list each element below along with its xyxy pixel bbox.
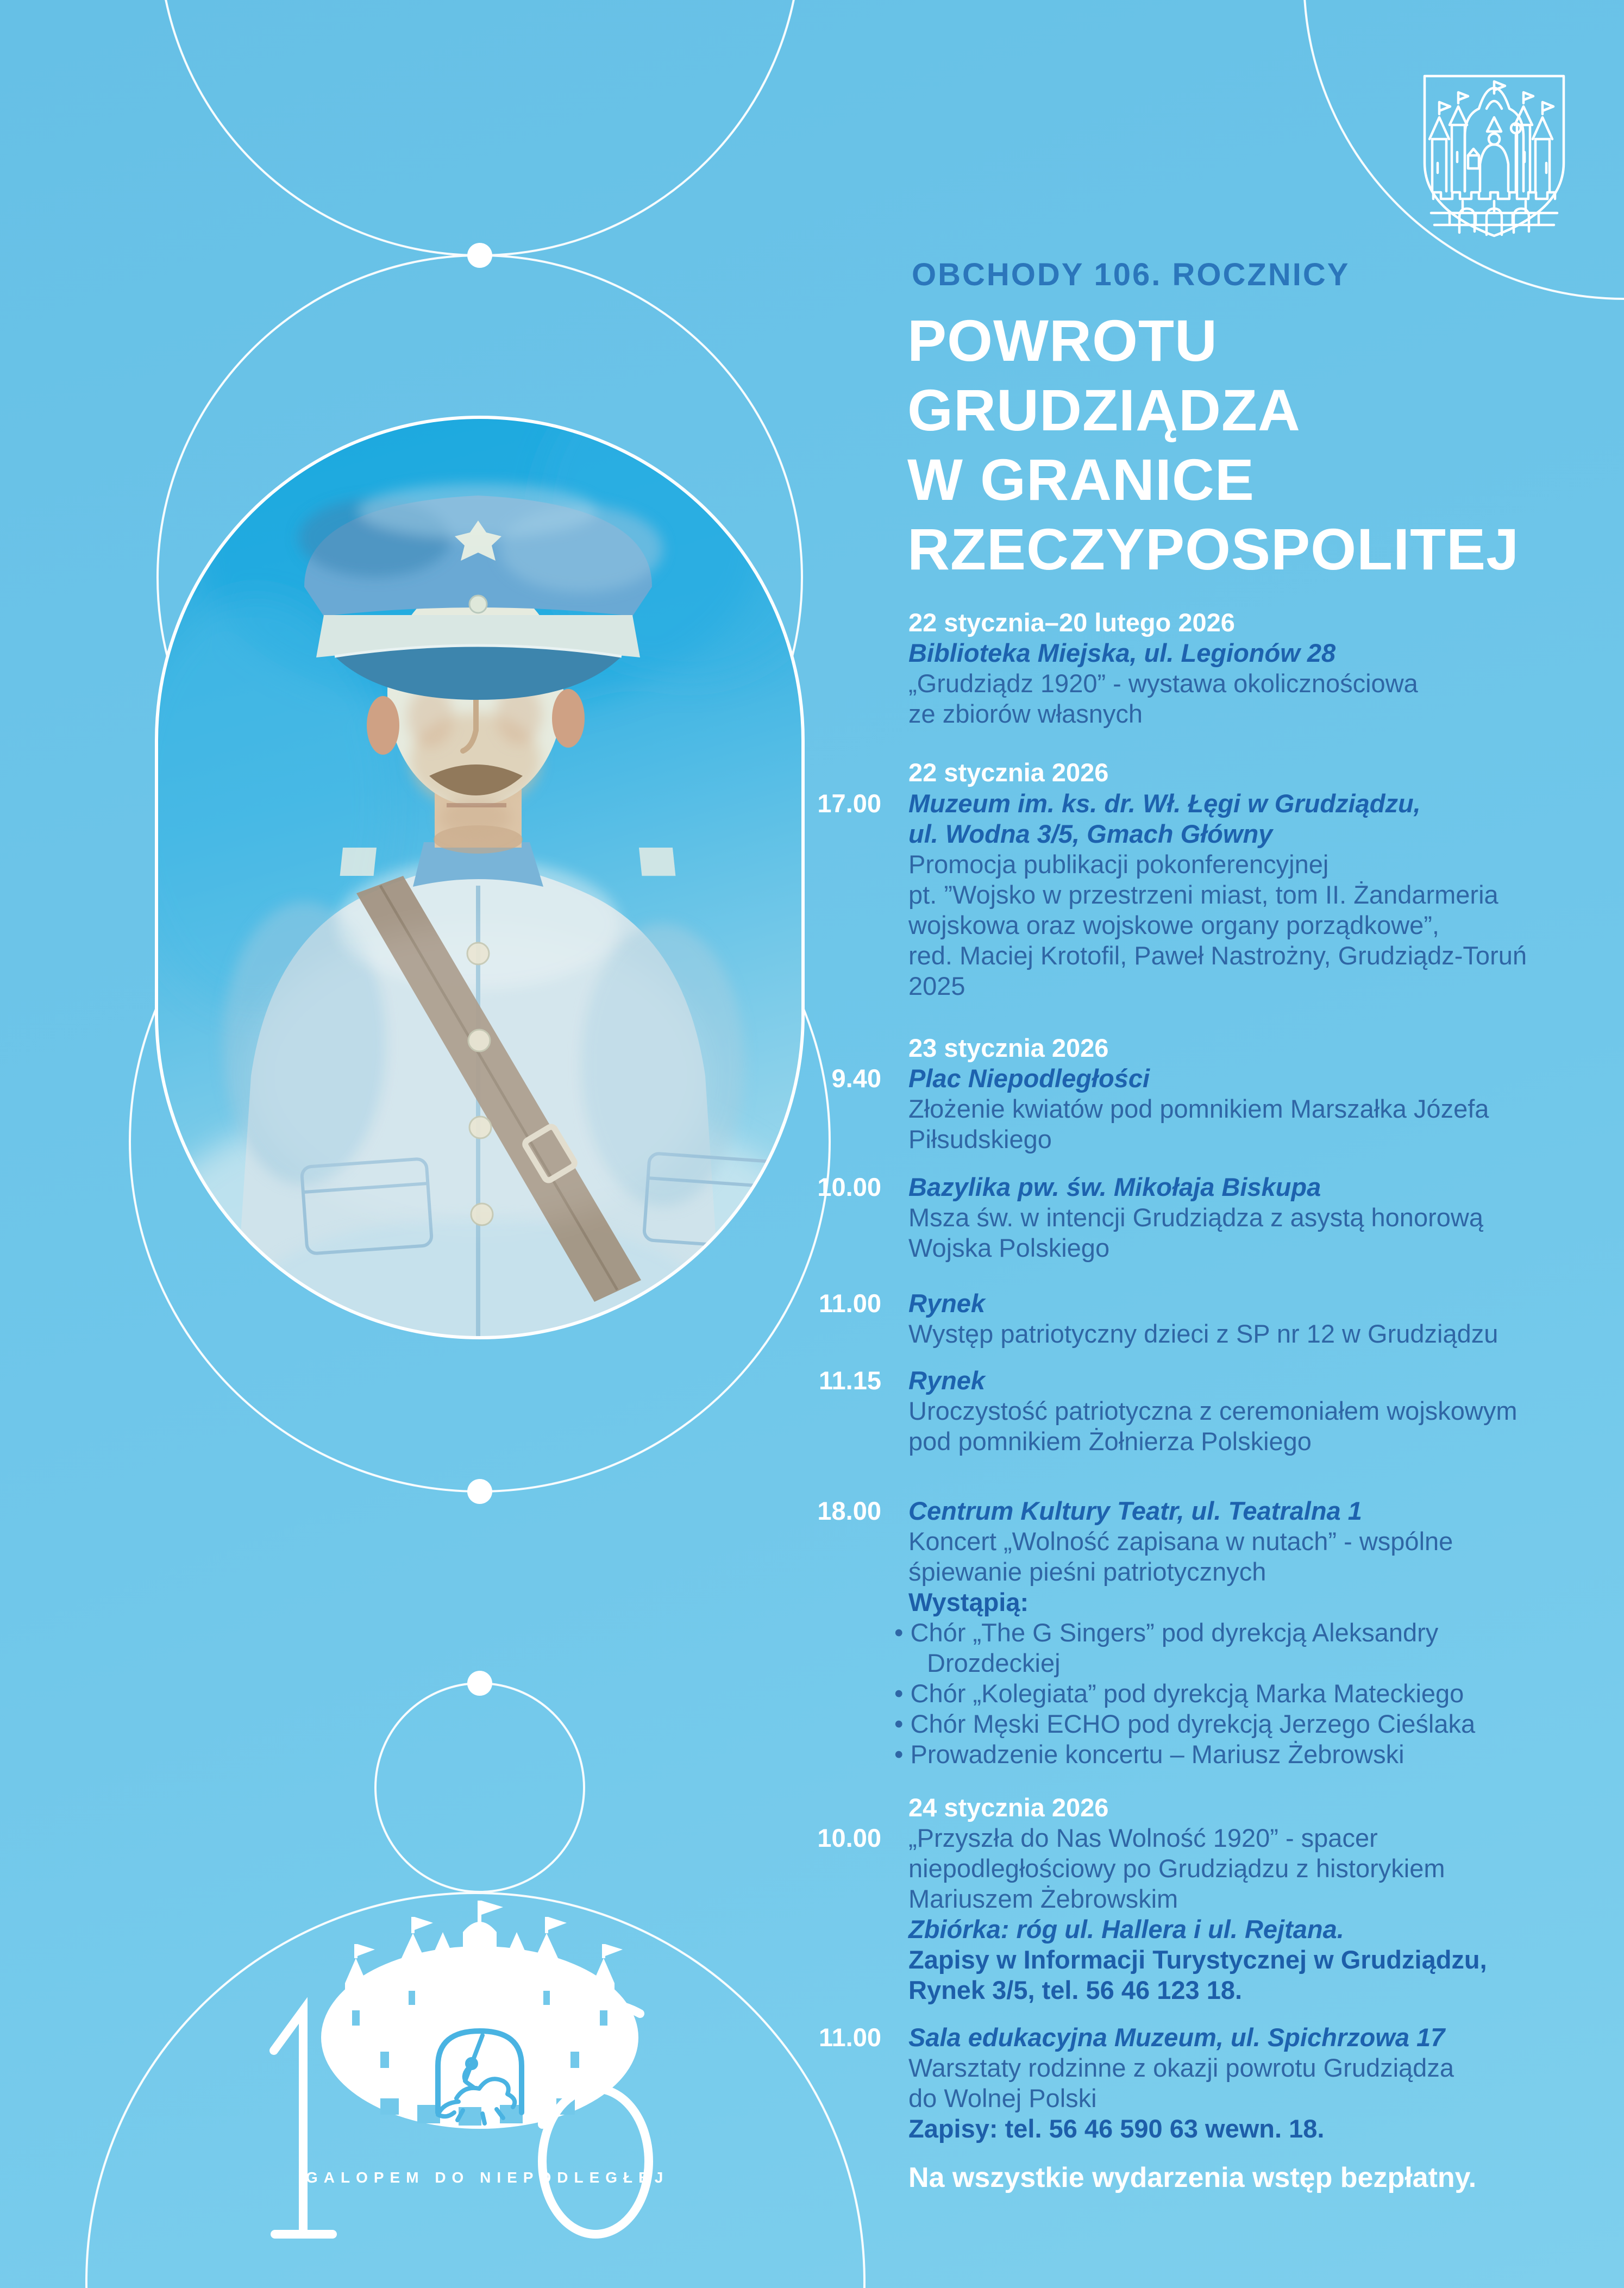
performer-item: • Chór „Kolegiata” pod dyrekcją Marka Mateckiego [894, 1679, 1464, 1708]
castle-logo-icon [321, 1901, 638, 2129]
schedule-line: Piłsudskiego [908, 1125, 1052, 1154]
venue-line: Muzeum im. ks. dr. Wł. Łęgi w Grudziądzu, [908, 789, 1421, 818]
date-heading: 22 stycznia–20 lutego 2026 [908, 608, 1235, 637]
event-time: 17.00 [817, 789, 881, 818]
schedule-line: pod pomnikiem Żołnierza Polskiego [908, 1427, 1312, 1456]
performer-item: • Chór Męski ECHO pod dyrekcją Jerzego Cieślaka [894, 1709, 1476, 1738]
officer-portrait-illustration [125, 353, 842, 1445]
schedule-line: red. Maciej Krotofil, Paweł Nastrożny, Grudziądz-Toruń [908, 941, 1527, 970]
date-heading: 23 stycznia 2026 [908, 1033, 1109, 1062]
schedule-line: 2025 [908, 971, 965, 1000]
schedule-line: niepodległościowy po Grudziądzu z historykiem [908, 1854, 1445, 1883]
title-line-2: GRUDZIĄDZA [907, 377, 1301, 443]
date-heading: 22 stycznia 2026 [908, 758, 1109, 787]
kicker: OBCHODY 106. ROCZNICY [912, 257, 1350, 292]
performer-item: Drozdeckiej [927, 1648, 1061, 1677]
schedule-line: Rynek 3/5, tel. 56 46 123 18. [908, 1976, 1243, 2004]
schedule-line: Zapisy: tel. 56 46 590 63 wewn. 18. [908, 2114, 1325, 2143]
free-admission-note: Na wszystkie wydarzenia wstęp bezpłatny. [908, 2162, 1477, 2193]
schedule-line: Promocja publikacji pokonferencyjnej [908, 850, 1329, 879]
venue-line: Rynek [908, 1289, 986, 1318]
schedule-line: Zbiórka: róg ul. Hallera i ul. Rejtana. [908, 1915, 1344, 1944]
schedule-line: wojskowa oraz wojskowe organy porządkowe”, [908, 911, 1439, 939]
military-cap [299, 484, 663, 700]
schedule-line: śpiewanie pieśni patriotycznych [908, 1557, 1266, 1586]
venue-line: ul. Wodna 3/5, Gmach Główny [908, 819, 1273, 848]
schedule-line: do Wolnej Polski [908, 2084, 1097, 2113]
title-line-3: W GRANICE [907, 447, 1255, 512]
schedule-line: „Przyszła do Nas Wolność 1920” - spacer [908, 1823, 1378, 1852]
schedule-line: Msza św. w intencji Grudziądza z asystą honorową [908, 1203, 1483, 1232]
performer-item: • Prowadzenie koncertu – Mariusz Żebrowski [894, 1740, 1404, 1769]
schedule-line: Złożenie kwiatów pod pomnikiem Marszałka Józefa [908, 1094, 1489, 1123]
venue-line: Centrum Kultury Teatr, ul. Teatralna 1 [908, 1496, 1362, 1525]
venue-line: Bazylika pw. św. Mikołaja Biskupa [908, 1173, 1321, 1201]
schedule-line: Wystąpią: [908, 1588, 1029, 1616]
event-time: 11.00 [818, 2023, 881, 2052]
venue-line: Sala edukacyjna Muzeum, ul. Spichrzowa 17 [908, 2023, 1445, 2052]
schedule-line: Występ patriotyczny dzieci z SP nr 12 w Grudziądzu [908, 1319, 1498, 1348]
performer-item: • Chór „The G Singers” pod dyrekcją Aleksandry [894, 1618, 1439, 1647]
event-time: 11.00 [818, 1289, 881, 1318]
event-time: 10.00 [817, 1173, 881, 1201]
schedule-line: „Grudziądz 1920” - wystawa okolicznościowa [908, 669, 1418, 698]
schedule-line: Koncert „Wolność zapisana w nutach” - wspólne [908, 1527, 1453, 1556]
schedule-line: Mariuszem Żebrowskim [908, 1884, 1178, 1913]
schedule-line: ze zbiorów własnych [908, 699, 1143, 728]
event-time: 10.00 [817, 1823, 881, 1852]
event-time: 18.00 [817, 1496, 881, 1525]
schedule-line: Wojska Polskiego [908, 1233, 1110, 1262]
event-time: 9.40 [831, 1064, 881, 1093]
event-time: 11.15 [818, 1366, 881, 1395]
venue-line: Biblioteka Miejska, ul. Legionów 28 [908, 638, 1336, 667]
venue-line: Plac Niepodległości [908, 1064, 1150, 1093]
title-line-4: RZECZYPOSPOLITEJ [907, 516, 1520, 582]
venue-line: Rynek [908, 1366, 986, 1395]
schedule-line: Warsztaty rodzinne z okazji powrotu Grudziądza [908, 2053, 1454, 2082]
title-line-1: POWROTU [907, 308, 1218, 373]
grudziadz-coat-of-arms-icon [1425, 76, 1564, 236]
schedule-line: pt. ”Wojsko w przestrzeni miast, tom II. Żandarmeria [908, 880, 1498, 909]
date-heading: 24 stycznia 2026 [908, 1793, 1109, 1822]
schedule-line: Zapisy w Informacji Turystycznej w Grudziądzu, [908, 1945, 1487, 1974]
logo-tagline: GALOPEM DO NIEPODLEGŁEJ [306, 2169, 669, 2186]
schedule-line: Uroczystość patriotyczna z ceremoniałem wojskowym [908, 1396, 1518, 1425]
